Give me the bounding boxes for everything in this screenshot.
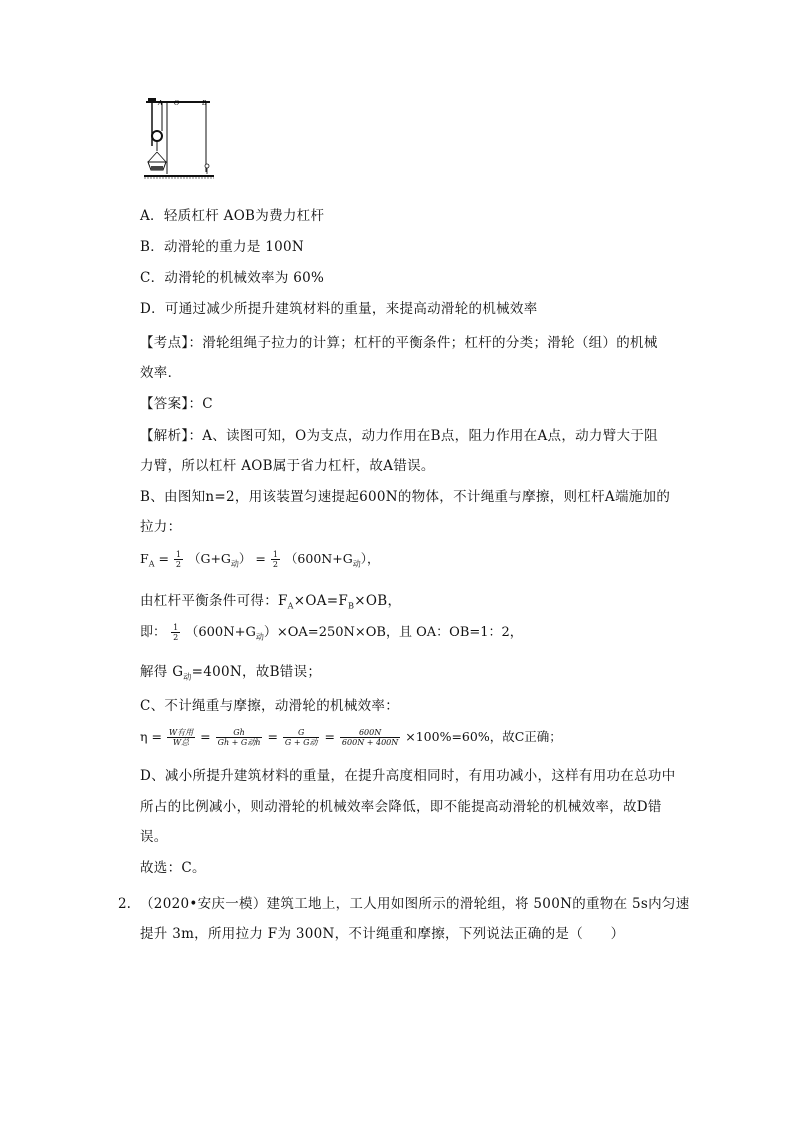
fraction-num: $\frac{600N}{600N + 400N}$	[341, 728, 399, 747]
analysis-d1: D、减小所提升建筑材料的重量，在提升高度相同时，有用功减小，这样有用功在总功中	[140, 768, 676, 784]
analysis-a1: 【解析】：A、读图可知，O为支点，动力作用在B点，阻力作用在A点，动力臂大于阻	[140, 428, 658, 444]
fraction-half: $\frac{1}{2}$	[272, 550, 278, 569]
fraction-half: $\frac{1}{2}$	[173, 623, 179, 642]
question2-line2: 提升 3m，所用拉力 F为 300N，不计绳重和摩擦，下列说法正确的是（ ）	[140, 926, 625, 942]
fraction-g: $\frac{G}{\text{G + G动}}$	[284, 728, 318, 747]
option-a: A．轻质杠杆 AOB为费力杠杆	[140, 208, 325, 224]
lever-condition: 由杠杆平衡条件可得：$F_A\times OA=F_B\times OB$，	[140, 593, 402, 611]
analysis-c1: C、不计绳重与摩擦，动滑轮的机械效率：	[140, 698, 400, 714]
pulley	[152, 131, 162, 141]
kaodian-line2: 效率．	[140, 365, 182, 381]
answer: 【答案】：C	[140, 396, 213, 412]
option-c: C．动滑轮的机械效率为 60%	[140, 270, 325, 286]
question2-line1: （2020•安庆一模）建筑工地上，工人用如图所示的滑轮组，将 500N的重物在 5s内匀速	[140, 896, 690, 912]
label-o: O	[174, 99, 180, 107]
analysis-a2: 力臂，所以杠杆 AOB属于省力杠杆，故A错误。	[140, 458, 435, 474]
formula-eta: η = $\frac{\text{W有用}}{\text{W总}}$ = $\frac{Gh}{\text{Gh + G动h}}$ = $\frac{G}{\text{G + G动}}$ = $\frac{600N}{600N + 400N}$ ×100%=60%，故C正确；	[140, 728, 562, 747]
formula-ji: 即： $\frac{1}{2}$ $(600N+G_动)\times OA=250N\times OB$，且 OA：OB=1：2，	[140, 623, 523, 642]
label-a: A	[158, 99, 163, 107]
materials	[151, 166, 163, 170]
solve-line: 解得 $G_动=400N$，故B错误；	[140, 664, 322, 682]
analysis-choose: 故选：C。	[140, 860, 206, 876]
analysis-b1: B、由图知n=2，用该装置匀速提起600N的物体，不计绳重与摩擦，则杠杆A端施加的	[140, 489, 671, 505]
analysis-d2: 所占的比例减小，则动滑轮的机械效率会降低，即不能提高动滑轮的机械效率，故D错	[140, 799, 662, 815]
formula-fa: $F_A$ = $\frac{1}{2}$ $(G+G_动)$ = $\frac{1}{2}$ $(600N+G_动)$，	[140, 550, 380, 569]
analysis-d3: 误。	[140, 829, 168, 845]
hanger	[148, 98, 156, 102]
label-b: B	[202, 99, 207, 107]
lever-pulley-figure	[144, 96, 220, 186]
analysis-b2: 拉力：	[140, 519, 182, 535]
fraction-w: $\frac{\text{W有用}}{\text{W总}}$	[168, 728, 194, 747]
fraction-gh: $\frac{Gh}{\text{Gh + G动h}}$	[217, 728, 261, 747]
question2-number: 2.	[118, 896, 131, 912]
option-d: D．可通过减少所提升建筑材料的重量，来提高动滑轮的机械效率	[140, 301, 538, 317]
option-b: B．动滑轮的重力是 100N	[140, 239, 304, 255]
fraction-half: $\frac{1}{2}$	[175, 550, 181, 569]
kaodian-line1: 【考点】：滑轮组绳子拉力的计算；杠杆的平衡条件；杠杆的分类；滑轮（组）的机械	[140, 335, 658, 351]
worker-head	[205, 164, 209, 168]
